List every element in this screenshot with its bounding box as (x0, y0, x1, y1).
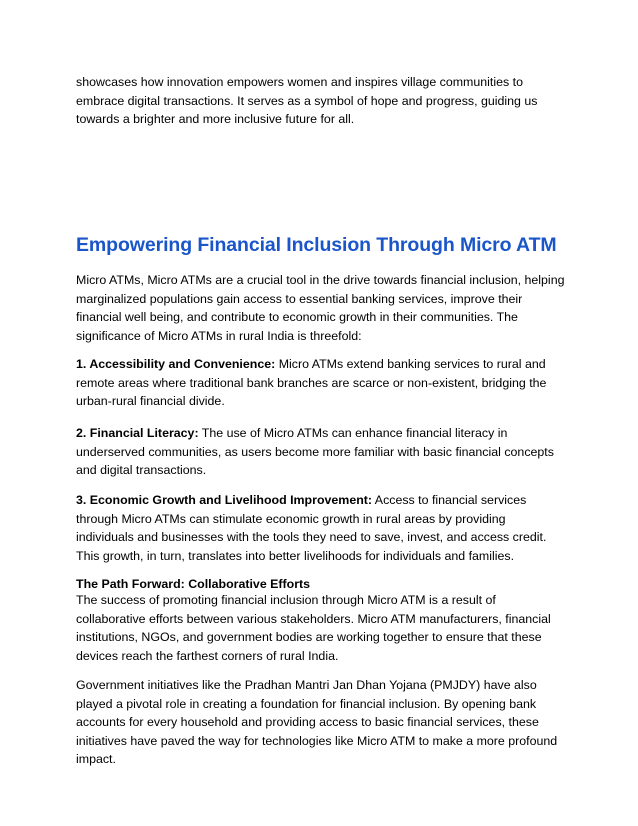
section-heading: Empowering Financial Inclusion Through Micro ATM (76, 234, 557, 256)
point-economic-growth (76, 491, 566, 565)
point-accessibility-text: Micro ATMs extend banking services to rural and remote areas where traditional bank branches are scarce or non-existent, bridging the urban-rural financial divide. (76, 357, 547, 408)
intro-paragraph: showcases how innovation empowers women and inspires village communities to embrace digital transactions. It serves as a symbol of hope and progress, guiding us towards a brighter and more inclusive future for all. (76, 75, 538, 126)
point-accessibility-title: 1. Accessibility and Convenience: (76, 357, 276, 371)
point-economic-growth-text: Access to financial services through Micro ATMs can stimulate economic growth in rural areas by providing individuals and businesses with the tools they need to save, invest, and access credit. This growth, in turn, translates into better livelihoods for individuals and families. (76, 493, 547, 563)
point-economic-growth-title: 3. Economic Growth and Livelihood Improvement: (76, 493, 373, 507)
point-financial-literacy-text: The use of Micro ATMs can enhance financial literacy in underserved communities, as users become more familiar with basic financial concepts and digital transactions. (76, 426, 554, 477)
point-financial-literacy (76, 424, 566, 480)
collaboration-paragraph: The success of promoting financial inclusion through Micro ATM is a result of collaborative efforts between various stakeholders. Micro ATM manufacturers, financial institutions, NGOs, and government bodies are working together to ensure that these devices reach the farthest corners of rural India. (76, 593, 551, 663)
government-paragraph: Government initiatives like the Pradhan Mantri Jan Dhan Yojana (PMJDY) have also played a pivotal role in creating a foundation for financial inclusion. By opening bank accounts for every household and providing access to basic financial services, these initiatives have paved the way for technologies like Micro ATM to make a more profound impact. (76, 678, 558, 766)
significance-paragraph: Micro ATMs, Micro ATMs are a crucial tool in the drive towards financial inclusion, helping marginalized populations gain access to essential banking services, improve their financial well being, and contribute to economic growth in their communities. The significance of Micro ATMs in rural India is threefold: (76, 273, 565, 343)
point-accessibility (76, 355, 566, 411)
subheading: The Path Forward: Collaborative Efforts (76, 577, 311, 591)
point-financial-literacy-title: 2. Financial Literacy: (76, 426, 199, 440)
